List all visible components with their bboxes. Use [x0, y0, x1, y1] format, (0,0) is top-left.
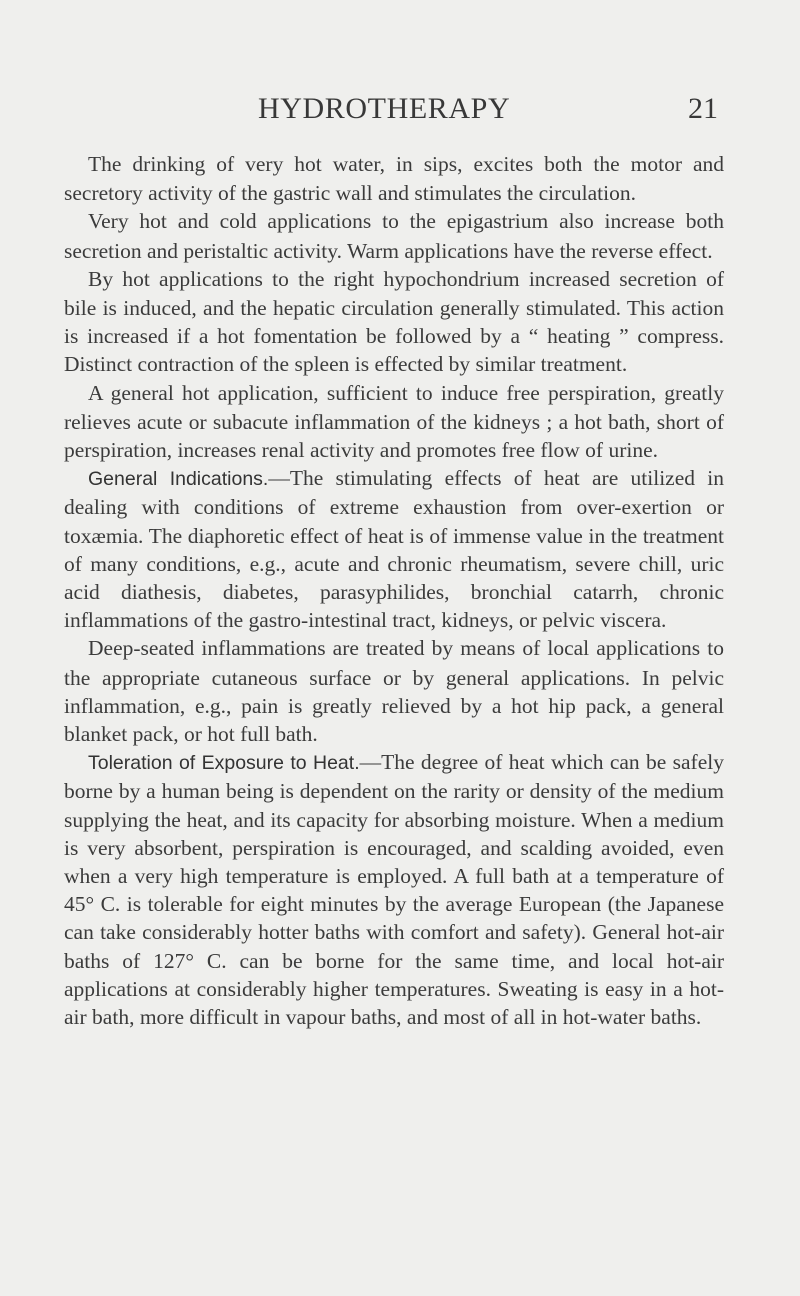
paragraph-text: Very hot and cold applications to the epigastrium also increase both secretion and peristaltic activity. Warm applications have the reverse effect.: [64, 209, 724, 263]
paragraph: [64, 207, 724, 264]
paragraph: [64, 464, 724, 634]
paragraph: [64, 634, 724, 748]
paragraph: [64, 379, 724, 465]
paragraph-text: By hot applications to the right hypochondrium increased secretion of bile is induced, and the hepatic circulation generally stimulated. This action is increased if a hot fomentation be followed by a “ heating ” compress. Distinct contraction of the spleen is effected by similar treatment.: [64, 266, 724, 377]
page-header: [258, 92, 718, 132]
paragraph-heading: General Indications.: [88, 468, 269, 491]
paragraph-text: A general hot application, sufficient to induce free perspiration, greatly relieves acute or subacute inflammation of the kidneys ; a hot bath, short of perspiration, increases renal activity and promotes free flow of urine.: [64, 380, 724, 463]
paragraph-text: —The stimulating effects of heat are utilized in dealing with conditions of extreme exhaustion from over-exertion or toxæmia. The diaphoretic effect of heat is of immense value in the treatment of many conditions, e.g., acute and chronic rheumatism, severe chill, uric acid diathesis, diabetes, parasyphilides, bronchial catarrh, chronic inflammations of the gastro-intestinal tract, kidneys, or pelvic viscera.: [64, 466, 724, 633]
paragraph: [64, 150, 724, 207]
paragraph: [64, 265, 724, 379]
page-number: 21: [688, 92, 718, 125]
paragraph-heading: Toleration of Exposure to Heat.: [88, 752, 360, 775]
paragraph: [64, 748, 724, 1031]
running-title: HYDROTHERAPY: [258, 92, 511, 125]
paragraph-text: The drinking of very hot water, in sips, excites both the motor and secretory activity of the gastric wall and stimulates the circulation.: [64, 152, 724, 206]
paragraph-text: Deep-seated inflammations are treated by means of local applications to the appropriate cutaneous surface or by general applications. In pelvic inflammation, e.g., pain is greatly relieved by a hot hip pack, a general blanket pack, or hot full bath.: [64, 636, 724, 747]
paragraph-text: —The degree of heat which can be safely borne by a human being is dependent on the rarity or density of the medium supplying the heat, and its capacity for absorbing moisture. When a medium is very absorbent, perspiration is encouraged, and scalding avoided, even when a very high temperature is employed. A full bath at a temperature of 45° C. is tolerable for eight minutes by the average European (the Japanese can take considerably hotter baths with comfort and safety). General hot-air baths of 127° C. can be borne for the same time, and local hot-air applications at considerably higher temperatures. Sweating is easy in a hot-air bath, more difficult in vapour baths, and most of all in hot-water baths.: [64, 750, 724, 1030]
body-text: [64, 150, 724, 1031]
